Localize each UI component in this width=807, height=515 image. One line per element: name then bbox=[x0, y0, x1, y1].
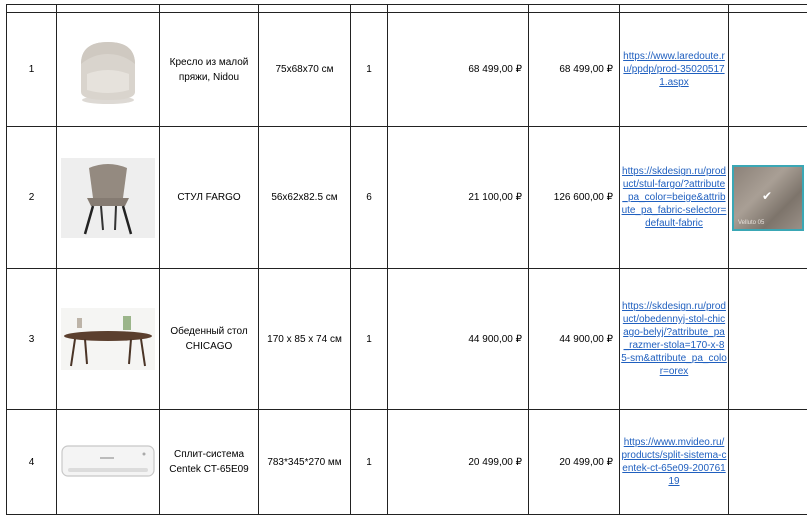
product-image-cell bbox=[57, 410, 160, 515]
order-table bbox=[6, 4, 807, 515]
row-number: 3 bbox=[7, 269, 57, 410]
total-price: 20 499,00 ₽ bbox=[529, 410, 620, 515]
product-name: Кресло из малой пряжи, Nidou bbox=[160, 13, 259, 127]
product-image-cell bbox=[57, 13, 160, 127]
table-row bbox=[7, 410, 807, 515]
unit-price: 21 100,00 ₽ bbox=[388, 127, 529, 269]
unit-price: 44 900,00 ₽ bbox=[388, 269, 529, 410]
fabric-swatch bbox=[732, 165, 804, 231]
unit-price: 20 499,00 ₽ bbox=[388, 410, 529, 515]
table-row bbox=[7, 13, 807, 127]
product-name: Обеденный стол CHICAGO bbox=[160, 269, 259, 410]
armchair-icon bbox=[73, 34, 143, 106]
check-icon: ✔ bbox=[762, 188, 773, 203]
product-size: 783*345*270 мм bbox=[259, 410, 351, 515]
unit-price: 68 499,00 ₽ bbox=[388, 13, 529, 127]
product-link[interactable]: https://www.mvideo.ru/products/split-sistema-centek-ct-65e09-20076119 bbox=[621, 437, 727, 487]
product-image-cell bbox=[57, 269, 160, 410]
total-price: 44 900,00 ₽ bbox=[529, 269, 620, 410]
table-row bbox=[7, 269, 807, 410]
product-name: Сплит-система Centek CT-65E09 bbox=[160, 410, 259, 515]
chair-icon bbox=[61, 158, 155, 238]
product-qty: 1 bbox=[351, 410, 388, 515]
product-image-cell bbox=[57, 127, 160, 269]
product-size: 170 x 85 x 74 см bbox=[259, 269, 351, 410]
product-qty: 6 bbox=[351, 127, 388, 269]
air-conditioner-icon bbox=[60, 442, 156, 482]
row-number: 2 bbox=[7, 127, 57, 269]
product-size: 56x62x82.5 см bbox=[259, 127, 351, 269]
row-number: 1 bbox=[7, 13, 57, 127]
product-link[interactable]: https://skdesign.ru/product/stul-fargo/?attribute_pa_color=beige&attribute_pa_fabric-selector=default-fabric bbox=[621, 166, 727, 229]
product-qty: 1 bbox=[351, 269, 388, 410]
table-row bbox=[7, 127, 807, 269]
total-price: 68 499,00 ₽ bbox=[529, 13, 620, 127]
product-size: 75x68x70 см bbox=[259, 13, 351, 127]
product-name: СТУЛ FARGO bbox=[160, 127, 259, 269]
dining-table-icon bbox=[61, 308, 155, 370]
total-price: 126 600,00 ₽ bbox=[529, 127, 620, 269]
product-link[interactable]: https://skdesign.ru/product/obedennyj-stol-chicago-belyj/?attribute_pa_razmer-stola=170-x-85-sm&attribute_pa_color=orex bbox=[621, 301, 727, 377]
product-qty: 1 bbox=[351, 13, 388, 127]
product-link[interactable]: https://www.laredoute.ru/ppdp/prod-350205171.aspx bbox=[623, 51, 725, 88]
table-row bbox=[7, 5, 807, 13]
row-number: 4 bbox=[7, 410, 57, 515]
swatch-label: Velluto 05 bbox=[738, 219, 765, 226]
